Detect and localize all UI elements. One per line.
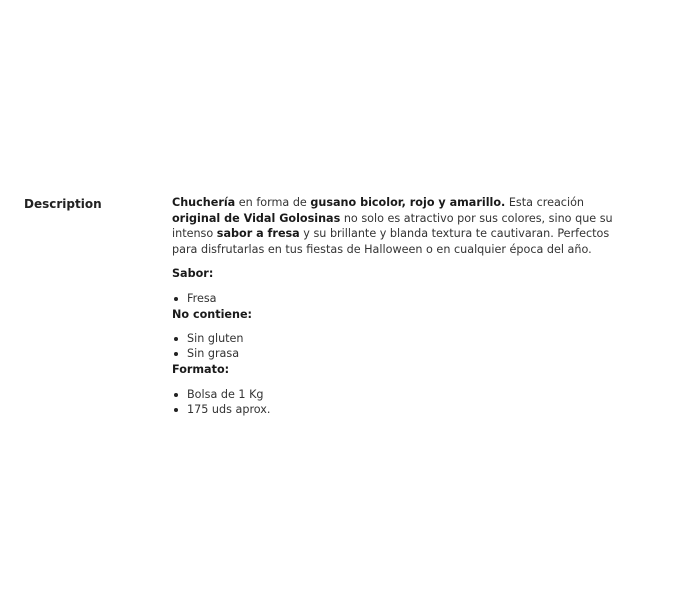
formato-heading: Formato: <box>172 363 230 376</box>
intro-bold-3: original de Vidal Golosinas <box>172 211 341 225</box>
intro-bold-1: Chuchería <box>172 196 236 209</box>
no-contiene-list <box>172 331 617 361</box>
description-content <box>172 195 617 417</box>
list-item: Sin gluten <box>187 331 617 346</box>
description-tab-label[interactable]: Description <box>24 197 102 211</box>
list-item: Fresa <box>187 291 617 306</box>
intro-bold-4: sabor a fresa <box>216 227 300 240</box>
list-item: Bolsa de 1 Kg <box>187 387 617 402</box>
intro-bold-2: gusano bicolor, rojo y amarillo. <box>310 196 506 209</box>
intro-text-1: en forma de <box>235 196 311 209</box>
sabor-heading: Sabor: <box>172 267 214 280</box>
intro-text-2: Esta creación <box>505 196 585 209</box>
formato-list <box>172 387 617 417</box>
list-item: 175 uds aprox. <box>187 402 617 417</box>
intro-text-4: y su brillante y blanda textura te cautivaran. Perfectos para disfrutarlas en tus fiestas de Halloween o en cualquier época del año. <box>172 227 610 256</box>
intro-text-3: no solo es atractivo por sus colores, sino que su intenso <box>172 211 613 240</box>
no-contiene-heading: No contiene: <box>172 307 253 321</box>
sabor-list <box>172 291 617 306</box>
list-item: Sin grasa <box>187 346 617 361</box>
intro-paragraph <box>172 195 617 257</box>
